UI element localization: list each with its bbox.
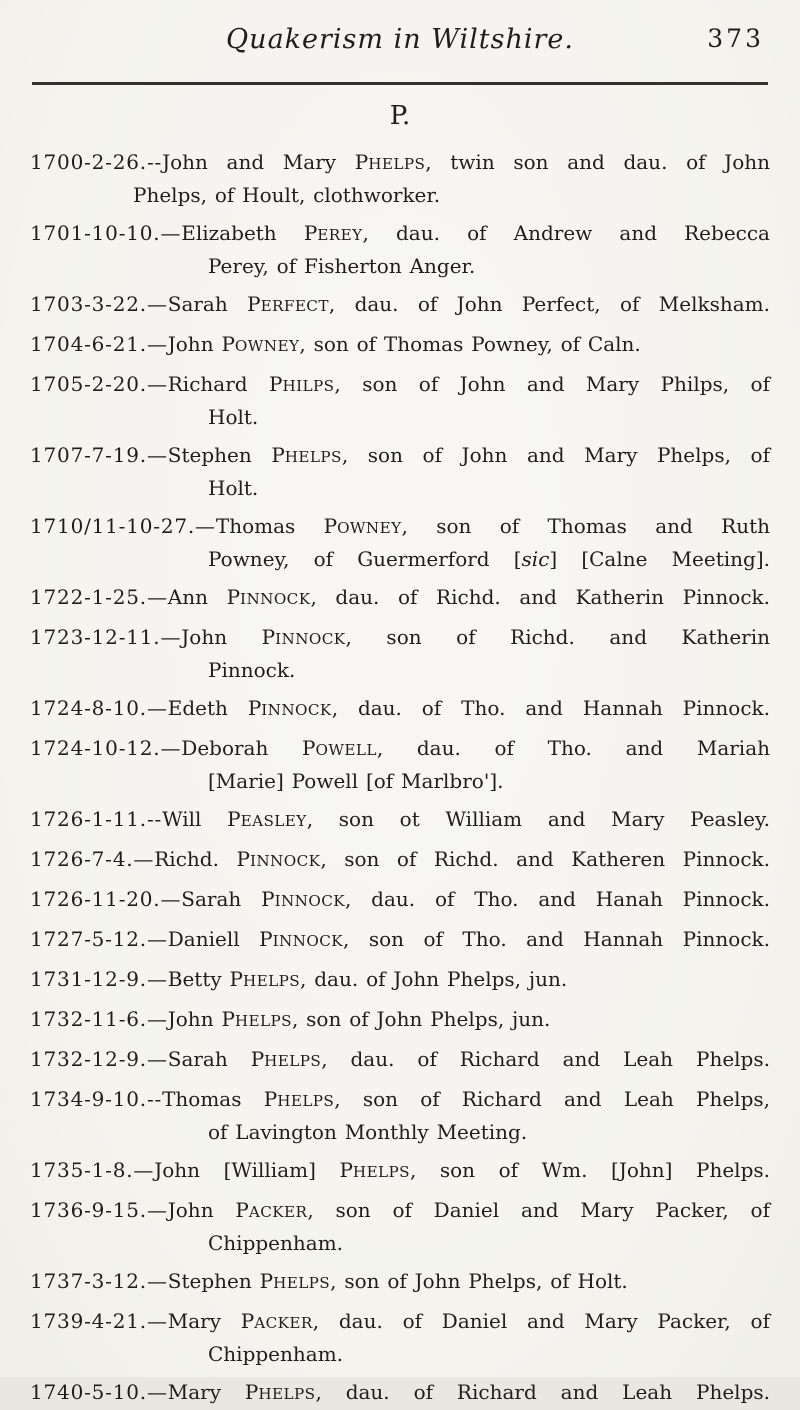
entry-surname: PEREY (303, 221, 363, 245)
entry-surname: PACKER (235, 1198, 308, 1222)
entry-text: , dau. of Daniel and Mary Packer, of (312, 1309, 770, 1333)
entry-line-continuation (30, 180, 770, 211)
entry-text: John and Mary (162, 150, 355, 174)
entry-text: Holt. (208, 476, 259, 500)
entry-date: 1735-1-8.— (30, 1158, 155, 1182)
entry-date: 1704-6-21.— (30, 332, 168, 356)
entry-date: 1731-12-9.— (30, 967, 168, 991)
running-head (30, 0, 770, 82)
entry-text: , dau. of Richard and Leah Phelps. (315, 1380, 770, 1404)
entry-date: 1722-1-25.— (30, 585, 168, 609)
entry-line-first (30, 964, 770, 997)
entry-line-first (30, 1195, 770, 1228)
entry-surname: PACKER (240, 1309, 313, 1333)
birth-record-entry (30, 1004, 770, 1037)
entry-line-continuation (30, 1339, 770, 1370)
entry-surname: POWNEY (221, 332, 300, 356)
birth-record-entry (30, 804, 770, 837)
entry-line-continuation (30, 766, 770, 797)
entry-line-continuation (30, 655, 770, 686)
entry-date: 1726-11-20.— (30, 887, 182, 911)
entry-text: , dau. of Tho. and Mariah (376, 736, 771, 760)
page-number: 373 (707, 24, 764, 53)
birth-record-entry (30, 964, 770, 997)
entry-text: John (167, 332, 222, 356)
entry-line-first (30, 1266, 770, 1299)
entry-surname: PHILPS (269, 372, 335, 396)
entry-date: 1740-5-10.— (30, 1380, 168, 1404)
entry-date: 1705-2-20.— (30, 372, 168, 396)
entry-surname: PHELPS (271, 443, 342, 467)
entry-line-first (30, 693, 770, 726)
entry-text: Sarah (167, 292, 248, 316)
entry-text: , son of John and Mary Phelps, of (341, 443, 770, 467)
birth-record-entry (30, 844, 770, 877)
entry-text: Ann (167, 585, 227, 609)
entry-text: Richard (167, 372, 269, 396)
entry-line-first (30, 511, 770, 544)
birth-record-entry (30, 622, 770, 686)
entry-text: , son of Wm. [John] Phelps. (409, 1158, 771, 1182)
entry-text: , son of Richard and Leah Phelps, (334, 1087, 770, 1111)
entry-line-first (30, 440, 770, 473)
entry-line-first (30, 884, 770, 917)
entry-surname: PHELPS (229, 967, 301, 991)
entry-surname: PINNOCK (236, 847, 321, 871)
header-rule (32, 82, 768, 85)
entry-text: Elizabeth (181, 221, 304, 245)
entry-date: 1724-8-10.— (30, 696, 168, 720)
entry-surname: POWNEY (323, 514, 402, 538)
section-letter: P. (389, 101, 411, 131)
entry-line-first (30, 1004, 770, 1037)
birth-record-entry (30, 289, 770, 322)
entry-surname: PHELPS (250, 1047, 322, 1071)
entry-text: Deborah (181, 736, 303, 760)
entry-date: 1707-7-19.— (30, 443, 168, 467)
entry-line-first (30, 1377, 770, 1410)
entry-surname: PHELPS (221, 1007, 292, 1031)
entry-surname: PINNOCK (247, 696, 332, 720)
entry-line-continuation (30, 251, 770, 282)
running-head-title: Quakerism in Wiltshire. (226, 24, 574, 55)
entry-line-first (30, 329, 770, 362)
entry-text: , dau. of Andrew and Rebecca (362, 221, 770, 245)
entry-text: , son of John Phelps, jun. (291, 1007, 551, 1031)
entry-text: Sarah (181, 887, 262, 911)
entry-text: , son of John Phelps, of Holt. (330, 1269, 628, 1293)
entry-surname: PINNOCK (261, 887, 345, 911)
entry-text: , twin son and dau. of John (425, 150, 770, 174)
birth-record-entry (30, 1195, 770, 1259)
entry-line-first (30, 622, 770, 655)
entry-text: of Lavington Monthly Meeting. (208, 1120, 528, 1144)
entry-line-first (30, 147, 770, 180)
entry-text: , dau. of Richd. and Katherin Pinnock. (310, 585, 770, 609)
entry-surname: PHELPS (263, 1087, 335, 1111)
entry-text: , son ot William and Mary Peasley. (306, 807, 770, 831)
entry-text: John [William] (154, 1158, 340, 1182)
entry-line-first (30, 289, 770, 322)
entry-surname: PINNOCK (226, 585, 311, 609)
entry-text: Perey, of Fisherton Anger. (208, 254, 476, 278)
entry-text: Stephen (167, 443, 272, 467)
entry-surname: PINNOCK (261, 625, 346, 649)
entry-date: 1739-4-21.— (30, 1309, 168, 1333)
entry-text: Thomas (162, 1087, 264, 1111)
entry-text: Chippenham. (208, 1231, 344, 1255)
entry-text: Phelps, of Hoult, clothworker. (133, 183, 441, 207)
entry-text: , dau. of Tho. and Hanah Pinnock. (344, 887, 770, 911)
entry-text: Thomas (215, 514, 324, 538)
entry-text: , son of Daniel and Mary Packer, of (307, 1198, 770, 1222)
entry-text: Will (162, 807, 228, 831)
entry-text: ] [Calne Meeting]. (549, 547, 771, 571)
entry-line-first (30, 844, 770, 877)
entry-date: 1726-1-11.-- (30, 807, 163, 831)
entry-text: , son of Richd. and Katheren Pinnock. (320, 847, 771, 871)
entry-line-first (30, 369, 770, 402)
birth-record-entry (30, 1377, 770, 1410)
entry-text: Richd. (154, 847, 237, 871)
birth-record-entry (30, 1306, 770, 1370)
birth-record-entry (30, 1155, 770, 1188)
entry-date: 1723-12-11.— (30, 625, 182, 649)
entry-text: , dau. of John Phelps, jun. (300, 967, 568, 991)
birth-record-entry (30, 582, 770, 615)
entry-line-continuation (30, 1117, 770, 1148)
entry-surname: PHELPS (244, 1380, 316, 1404)
entry-text: [Marie] Powell [of Marlbro']. (208, 769, 504, 793)
sic-annotation: sic (521, 547, 550, 571)
entry-surname: POWELL (302, 736, 377, 760)
entry-text: John (167, 1198, 236, 1222)
entry-text: , son of John and Mary Philps, of (334, 372, 770, 396)
entry-text: , dau. of John Perfect, of Melksham. (328, 292, 770, 316)
birth-record-entry (30, 440, 770, 504)
birth-record-entry (30, 369, 770, 433)
entry-list (30, 147, 770, 1410)
entry-line-first (30, 1084, 770, 1117)
entry-date: 1700-2-26.-- (30, 150, 163, 174)
entry-date: 1724-10-12.— (30, 736, 182, 760)
entry-text: , son of Richd. and Katherin (345, 625, 770, 649)
entry-text: , dau. of Tho. and Hannah Pinnock. (331, 696, 770, 720)
entry-date: 1710/11-10-27.— (30, 514, 216, 538)
entry-text: , son of Thomas and Ruth (401, 514, 770, 538)
entry-text: Mary (167, 1309, 241, 1333)
entry-date: 1732-11-6.— (30, 1007, 168, 1031)
birth-record-entry (30, 147, 770, 211)
entry-line-continuation (30, 544, 770, 575)
entry-line-first (30, 733, 770, 766)
entry-text: Daniell (167, 927, 260, 951)
entry-line-first (30, 582, 770, 615)
entry-date: 1727-5-12.— (30, 927, 168, 951)
entry-text: , son of Tho. and Hannah Pinnock. (342, 927, 770, 951)
birth-record-entry (30, 693, 770, 726)
entry-line-continuation (30, 402, 770, 433)
birth-record-entry (30, 733, 770, 797)
entry-line-first (30, 218, 770, 251)
birth-record-entry (30, 884, 770, 917)
entry-text: John (181, 625, 262, 649)
entry-date: 1701-10-10.— (30, 221, 182, 245)
birth-record-entry (30, 218, 770, 282)
entry-date: 1732-12-9.— (30, 1047, 168, 1071)
entry-text: , son of Thomas Powney, of Caln. (299, 332, 641, 356)
entry-text: Holt. (208, 405, 259, 429)
entry-line-first (30, 924, 770, 957)
entry-text: Sarah (167, 1047, 251, 1071)
entry-surname: PEASLEY (227, 807, 307, 831)
entry-text: Mary (167, 1380, 245, 1404)
entry-line-first (30, 1155, 770, 1188)
entry-date: 1734-9-10.-- (30, 1087, 163, 1111)
entry-line-first (30, 1306, 770, 1339)
birth-record-entry (30, 924, 770, 957)
entry-text: Edeth (167, 696, 248, 720)
entry-text: Stephen (167, 1269, 260, 1293)
birth-record-entry (30, 1044, 770, 1077)
birth-record-entry (30, 511, 770, 575)
entry-line-continuation (30, 1228, 770, 1259)
entry-surname: PINNOCK (259, 927, 343, 951)
entry-surname: PERFECT (247, 292, 329, 316)
birth-record-entry (30, 1084, 770, 1148)
entry-surname: PHELPS (259, 1269, 331, 1293)
entry-text: Powney, of Guermerford [ (208, 547, 522, 571)
entry-line-first (30, 804, 770, 837)
entry-text: Pinnock. (208, 658, 296, 682)
entry-surname: PHELPS (339, 1158, 410, 1182)
entry-text: Betty (167, 967, 230, 991)
entry-line-continuation (30, 473, 770, 504)
entry-text: Chippenham. (208, 1342, 344, 1366)
entry-text: John (167, 1007, 222, 1031)
entry-text: , dau. of Richard and Leah Phelps. (321, 1047, 770, 1071)
entry-line-first (30, 1044, 770, 1077)
entry-date: 1726-7-4.— (30, 847, 155, 871)
birth-record-entry (30, 329, 770, 362)
entry-date: 1703-3-22.— (30, 292, 168, 316)
birth-record-entry (30, 1266, 770, 1299)
entry-date: 1737-3-12.— (30, 1269, 168, 1293)
entry-date: 1736-9-15.— (30, 1198, 168, 1222)
entry-surname: PHELPS (354, 150, 426, 174)
